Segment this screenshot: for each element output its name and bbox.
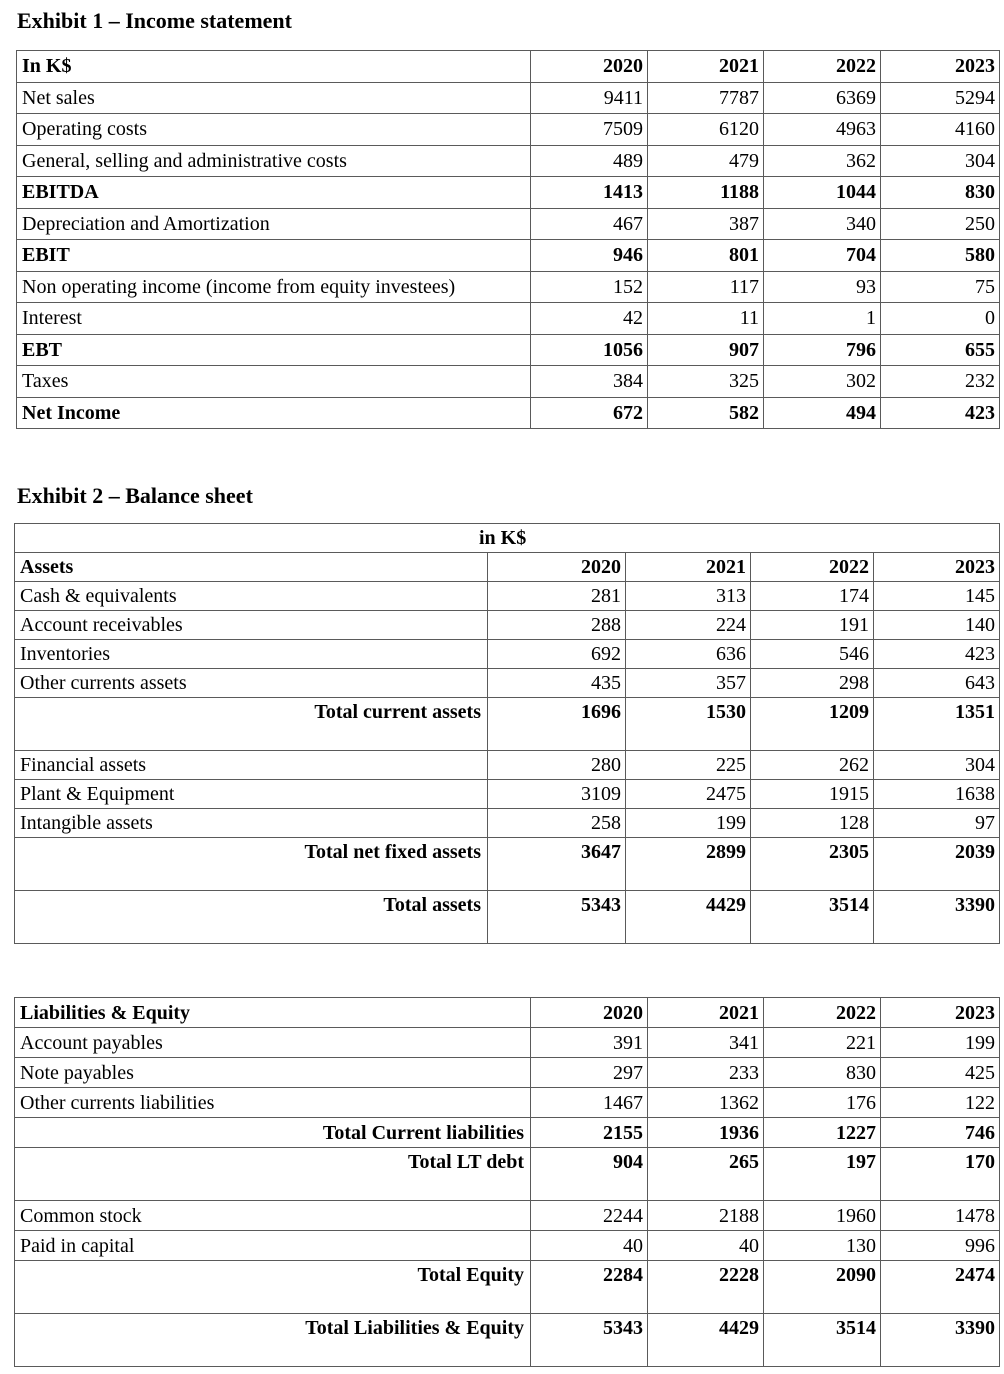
year-header: 2022 xyxy=(751,553,874,582)
row-value: 93 xyxy=(764,271,881,303)
row-value: 3514 xyxy=(751,891,874,944)
row-value: 3647 xyxy=(488,838,626,891)
row-value: 1530 xyxy=(626,698,751,751)
table-header-row xyxy=(15,553,1000,582)
row-value: 5343 xyxy=(488,891,626,944)
row-label: Net sales xyxy=(17,82,531,114)
row-value: 582 xyxy=(648,397,764,429)
row-value: 224 xyxy=(626,611,751,640)
row-value: 1227 xyxy=(764,1118,881,1148)
table-row xyxy=(15,809,1000,838)
row-value: 1960 xyxy=(764,1201,881,1231)
year-header: 2021 xyxy=(626,553,751,582)
row-value: 7787 xyxy=(648,82,764,114)
row-value: 2899 xyxy=(626,838,751,891)
table-header-row xyxy=(17,51,1000,83)
row-label: Non operating income (income from equity investees) xyxy=(17,271,531,303)
row-label: Total LT debt xyxy=(15,1148,531,1201)
row-label: Account receivables xyxy=(15,611,488,640)
row-value: 298 xyxy=(751,669,874,698)
row-value: 796 xyxy=(764,334,881,366)
row-label: Intangible assets xyxy=(15,809,488,838)
table-row xyxy=(17,114,1000,146)
row-label: EBITDA xyxy=(17,177,531,209)
total-row xyxy=(15,891,1000,944)
year-header: 2023 xyxy=(874,553,1000,582)
balance-sheet-assets-table xyxy=(14,523,1000,944)
table-row xyxy=(15,1028,1000,1058)
year-header: 2020 xyxy=(531,998,648,1028)
row-value: 384 xyxy=(531,366,648,398)
row-value: 3390 xyxy=(881,1314,1000,1367)
total-row xyxy=(15,1261,1000,1314)
row-value: 494 xyxy=(764,397,881,429)
row-value: 2244 xyxy=(531,1201,648,1231)
row-value: 145 xyxy=(874,582,1000,611)
row-value: 2474 xyxy=(881,1261,1000,1314)
row-value: 6369 xyxy=(764,82,881,114)
row-value: 42 xyxy=(531,303,648,335)
row-value: 946 xyxy=(531,240,648,272)
row-value: 636 xyxy=(626,640,751,669)
total-row xyxy=(15,1118,1000,1148)
year-header: 2023 xyxy=(881,998,1000,1028)
row-value: 2188 xyxy=(648,1201,764,1231)
assets-header: Assets xyxy=(15,553,488,582)
total-row xyxy=(15,1314,1000,1367)
row-value: 4429 xyxy=(648,1314,764,1367)
row-label: Interest xyxy=(17,303,531,335)
row-value: 423 xyxy=(881,397,1000,429)
row-value: 1188 xyxy=(648,177,764,209)
row-value: 122 xyxy=(881,1088,1000,1118)
row-value: 2305 xyxy=(751,838,874,891)
row-value: 304 xyxy=(881,145,1000,177)
row-label: Paid in capital xyxy=(15,1231,531,1261)
row-value: 199 xyxy=(626,809,751,838)
table-row xyxy=(17,82,1000,114)
row-label: Financial assets xyxy=(15,751,488,780)
table-row xyxy=(17,334,1000,366)
unit-label: in K$ xyxy=(15,524,1000,553)
row-value: 97 xyxy=(874,809,1000,838)
row-value: 1915 xyxy=(751,780,874,809)
table-row xyxy=(17,145,1000,177)
income-statement-table xyxy=(16,50,1000,429)
row-value: 281 xyxy=(488,582,626,611)
row-label: Common stock xyxy=(15,1201,531,1231)
row-value: 197 xyxy=(764,1148,881,1201)
row-value: 2475 xyxy=(626,780,751,809)
row-label: Total assets xyxy=(15,891,488,944)
row-value: 6120 xyxy=(648,114,764,146)
row-value: 580 xyxy=(881,240,1000,272)
row-label: Plant & Equipment xyxy=(15,780,488,809)
table-header-row xyxy=(15,998,1000,1028)
table-row xyxy=(17,240,1000,272)
row-value: 176 xyxy=(764,1088,881,1118)
table-row xyxy=(17,397,1000,429)
unit-label: In K$ xyxy=(17,51,531,83)
row-value: 391 xyxy=(531,1028,648,1058)
row-label: Total Equity xyxy=(15,1261,531,1314)
table-row xyxy=(15,1058,1000,1088)
row-label: Other currents liabilities xyxy=(15,1088,531,1118)
row-value: 830 xyxy=(881,177,1000,209)
year-header: 2021 xyxy=(648,51,764,83)
row-value: 341 xyxy=(648,1028,764,1058)
row-label: Net Income xyxy=(17,397,531,429)
row-value: 3514 xyxy=(764,1314,881,1367)
row-value: 2155 xyxy=(531,1118,648,1148)
total-row xyxy=(15,838,1000,891)
row-value: 2090 xyxy=(764,1261,881,1314)
row-value: 425 xyxy=(881,1058,1000,1088)
liabilities-header: Liabilities & Equity xyxy=(15,998,531,1028)
row-value: 221 xyxy=(764,1028,881,1058)
row-label: Total Current liabilities xyxy=(15,1118,531,1148)
row-label: Total current assets xyxy=(15,698,488,751)
unit-row xyxy=(15,524,1000,553)
row-label: Total Liabilities & Equity xyxy=(15,1314,531,1367)
table-row xyxy=(17,366,1000,398)
row-value: 3390 xyxy=(874,891,1000,944)
row-value: 233 xyxy=(648,1058,764,1088)
table-row xyxy=(15,751,1000,780)
row-value: 1351 xyxy=(874,698,1000,751)
row-label: Inventories xyxy=(15,640,488,669)
row-value: 362 xyxy=(764,145,881,177)
row-value: 40 xyxy=(648,1231,764,1261)
row-value: 643 xyxy=(874,669,1000,698)
row-value: 2284 xyxy=(531,1261,648,1314)
total-row xyxy=(15,698,1000,751)
row-value: 302 xyxy=(764,366,881,398)
balance-sheet-liabilities-table xyxy=(14,997,1000,1367)
row-value: 297 xyxy=(531,1058,648,1088)
row-value: 152 xyxy=(531,271,648,303)
row-value: 467 xyxy=(531,208,648,240)
row-label: Note payables xyxy=(15,1058,531,1088)
row-value: 225 xyxy=(626,751,751,780)
row-value: 11 xyxy=(648,303,764,335)
row-value: 325 xyxy=(648,366,764,398)
year-header: 2020 xyxy=(488,553,626,582)
year-header: 2022 xyxy=(764,998,881,1028)
row-label: Taxes xyxy=(17,366,531,398)
row-value: 265 xyxy=(648,1148,764,1201)
row-value: 907 xyxy=(648,334,764,366)
row-label: EBT xyxy=(17,334,531,366)
table-row xyxy=(15,640,1000,669)
row-value: 40 xyxy=(531,1231,648,1261)
table-row xyxy=(15,1231,1000,1261)
row-value: 655 xyxy=(881,334,1000,366)
table-row xyxy=(15,611,1000,640)
row-value: 199 xyxy=(881,1028,1000,1058)
row-value: 830 xyxy=(764,1058,881,1088)
row-value: 5343 xyxy=(531,1314,648,1367)
row-value: 423 xyxy=(874,640,1000,669)
row-value: 9411 xyxy=(531,82,648,114)
row-value: 7509 xyxy=(531,114,648,146)
exhibit1-title: Exhibit 1 – Income statement xyxy=(17,8,292,33)
row-value: 258 xyxy=(488,809,626,838)
row-value: 262 xyxy=(751,751,874,780)
row-value: 250 xyxy=(881,208,1000,240)
row-label: Depreciation and Amortization xyxy=(17,208,531,240)
row-label: Other currents assets xyxy=(15,669,488,698)
row-value: 4963 xyxy=(764,114,881,146)
row-value: 1638 xyxy=(874,780,1000,809)
row-value: 746 xyxy=(881,1118,1000,1148)
table-row xyxy=(15,582,1000,611)
row-value: 387 xyxy=(648,208,764,240)
row-label: General, selling and administrative costs xyxy=(17,145,531,177)
row-value: 3109 xyxy=(488,780,626,809)
row-value: 1467 xyxy=(531,1088,648,1118)
table-row xyxy=(15,1088,1000,1118)
row-value: 357 xyxy=(626,669,751,698)
row-value: 75 xyxy=(881,271,1000,303)
row-value: 280 xyxy=(488,751,626,780)
row-value: 288 xyxy=(488,611,626,640)
row-value: 313 xyxy=(626,582,751,611)
row-label: Total net fixed assets xyxy=(15,838,488,891)
row-value: 191 xyxy=(751,611,874,640)
row-value: 1362 xyxy=(648,1088,764,1118)
row-value: 801 xyxy=(648,240,764,272)
row-value: 5294 xyxy=(881,82,1000,114)
row-value: 1413 xyxy=(531,177,648,209)
row-value: 1696 xyxy=(488,698,626,751)
row-label: Cash & equivalents xyxy=(15,582,488,611)
table-row xyxy=(15,780,1000,809)
row-value: 170 xyxy=(881,1148,1000,1201)
table-row xyxy=(17,303,1000,335)
year-header: 2021 xyxy=(648,998,764,1028)
row-value: 117 xyxy=(648,271,764,303)
row-value: 1044 xyxy=(764,177,881,209)
row-value: 4160 xyxy=(881,114,1000,146)
table-row xyxy=(15,1201,1000,1231)
row-value: 996 xyxy=(881,1231,1000,1261)
row-label: Account payables xyxy=(15,1028,531,1058)
row-value: 174 xyxy=(751,582,874,611)
row-value: 340 xyxy=(764,208,881,240)
row-value: 140 xyxy=(874,611,1000,640)
table-row xyxy=(15,669,1000,698)
row-value: 0 xyxy=(881,303,1000,335)
row-value: 1936 xyxy=(648,1118,764,1148)
row-value: 4429 xyxy=(626,891,751,944)
row-value: 435 xyxy=(488,669,626,698)
row-value: 130 xyxy=(764,1231,881,1261)
year-header: 2020 xyxy=(531,51,648,83)
row-value: 304 xyxy=(874,751,1000,780)
row-value: 1 xyxy=(764,303,881,335)
total-row xyxy=(15,1148,1000,1201)
row-value: 128 xyxy=(751,809,874,838)
row-value: 904 xyxy=(531,1148,648,1201)
row-label: EBIT xyxy=(17,240,531,272)
year-header: 2022 xyxy=(764,51,881,83)
row-value: 479 xyxy=(648,145,764,177)
row-value: 704 xyxy=(764,240,881,272)
row-value: 1209 xyxy=(751,698,874,751)
row-value: 672 xyxy=(531,397,648,429)
row-value: 1478 xyxy=(881,1201,1000,1231)
row-value: 232 xyxy=(881,366,1000,398)
year-header: 2023 xyxy=(881,51,1000,83)
table-row xyxy=(17,208,1000,240)
row-value: 692 xyxy=(488,640,626,669)
table-row xyxy=(17,271,1000,303)
table-row xyxy=(17,177,1000,209)
exhibit2-title: Exhibit 2 – Balance sheet xyxy=(17,483,253,508)
row-value: 2039 xyxy=(874,838,1000,891)
row-value: 546 xyxy=(751,640,874,669)
row-value: 2228 xyxy=(648,1261,764,1314)
row-value: 1056 xyxy=(531,334,648,366)
row-value: 489 xyxy=(531,145,648,177)
row-label: Operating costs xyxy=(17,114,531,146)
